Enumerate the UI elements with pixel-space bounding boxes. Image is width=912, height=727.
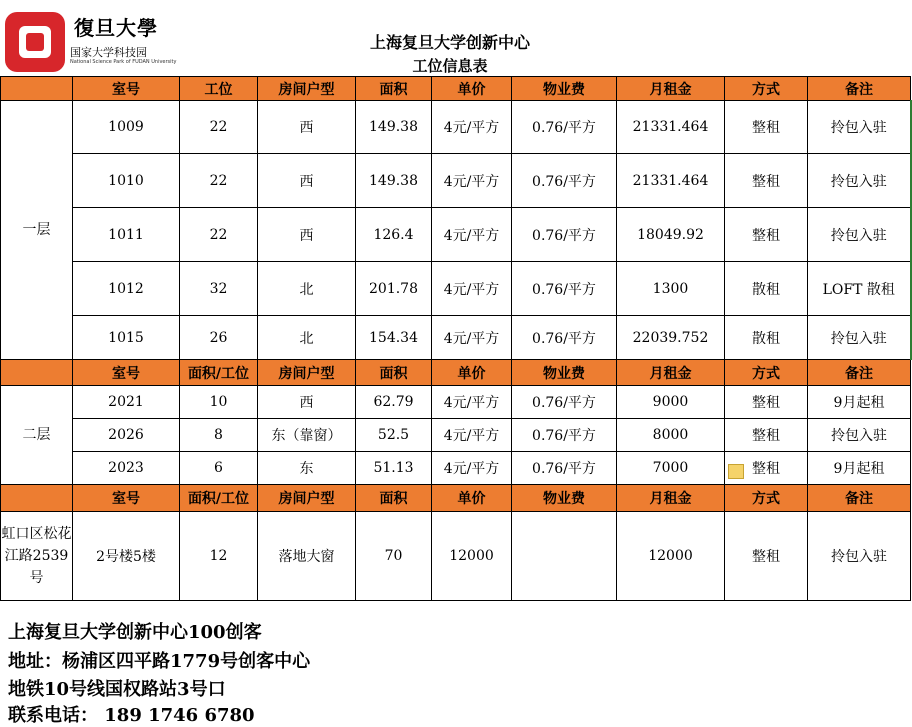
cell-monthly-rent: 1300	[617, 262, 725, 316]
table-row	[1, 262, 911, 316]
header-room: 室号	[73, 360, 180, 386]
location-label: 虹口区松花江路2539号	[1, 512, 73, 601]
table-row	[1, 419, 911, 452]
cell-room-type: 西	[258, 154, 356, 208]
cell-area: 70	[356, 512, 432, 601]
cell-rent-mode: 整租	[725, 512, 808, 601]
cell-room-type: 北	[258, 262, 356, 316]
cell-monthly-rent: 18049.92	[617, 208, 725, 262]
cell-room: 2号楼5楼	[73, 512, 180, 601]
cell-workstations: 22	[180, 208, 258, 262]
cell-remark: 拎包入驻	[808, 101, 911, 154]
header-corner	[1, 77, 73, 101]
page-subtitle: 工位信息表	[412, 57, 488, 75]
cell-workstations: 26	[180, 316, 258, 360]
table-row	[1, 452, 911, 485]
footer-line-address: 地址：杨浦区四平路1779号创客中心	[8, 651, 311, 672]
cell-workstations: 8	[180, 419, 258, 452]
fudan-logo-icon	[5, 12, 65, 72]
cell-unit-price: 4元/平方	[432, 386, 512, 419]
cell-area: 149.38	[356, 154, 432, 208]
footer-line-metro: 地铁10号线国权路站3号口	[8, 679, 226, 700]
logo-english: National Science Park of FUDAN University	[70, 59, 177, 65]
cell-rent-mode: 整租	[725, 101, 808, 154]
table-row	[1, 101, 911, 154]
cell-property-fee: 0.76/平方	[512, 208, 617, 262]
cell-room: 2021	[73, 386, 180, 419]
table-row	[1, 208, 911, 262]
header-area: 面积	[356, 485, 432, 512]
header-row	[1, 77, 911, 101]
cell-property-fee: 0.76/平方	[512, 316, 617, 360]
cell-workstations: 22	[180, 154, 258, 208]
header-area: 面积	[356, 77, 432, 101]
cell-monthly-rent: 7000	[617, 452, 725, 485]
cell-area: 52.5	[356, 419, 432, 452]
cell-area: 51.13	[356, 452, 432, 485]
header-rent-mode: 方式	[725, 485, 808, 512]
cell-remark: 拎包入驻	[808, 512, 911, 601]
cell-room-type: 西	[258, 386, 356, 419]
header-remark: 备注	[808, 77, 911, 101]
table-row	[1, 512, 911, 601]
cell-remark: LOFT 散租	[808, 262, 911, 316]
cell-property-fee: 0.76/平方	[512, 154, 617, 208]
table-row	[1, 386, 911, 419]
cell-rent-mode: 散租	[725, 262, 808, 316]
cell-property-fee: 0.76/平方	[512, 419, 617, 452]
cell-room-type: 落地大窗	[258, 512, 356, 601]
header-room-type: 房间户型	[258, 485, 356, 512]
cell-rent-mode: 整租	[725, 386, 808, 419]
cell-monthly-rent: 21331.464	[617, 101, 725, 154]
header-monthly-rent: 月租金	[617, 485, 725, 512]
footer-line-name: 上海复旦大学创新中心100创客	[8, 622, 262, 643]
cell-workstations: 10	[180, 386, 258, 419]
cell-room: 2026	[73, 419, 180, 452]
cell-area: 201.78	[356, 262, 432, 316]
cell-workstations: 32	[180, 262, 258, 316]
table-row	[1, 154, 911, 208]
header-unit-price: 单价	[432, 77, 512, 101]
cell-area: 126.4	[356, 208, 432, 262]
cell-remark: 9月起租	[808, 386, 911, 419]
header-room: 室号	[73, 77, 180, 101]
header-room-type: 房间户型	[258, 360, 356, 386]
cell-area: 62.79	[356, 386, 432, 419]
workstation-table	[0, 76, 912, 601]
cell-room: 2023	[73, 452, 180, 485]
header-room-type: 房间户型	[258, 77, 356, 101]
header-room: 室号	[73, 485, 180, 512]
comment-icon[interactable]	[728, 464, 744, 479]
cell-room: 1015	[73, 316, 180, 360]
header-unit-price: 单价	[432, 485, 512, 512]
cell-property-fee: 0.76/平方	[512, 101, 617, 154]
cell-unit-price: 12000	[432, 512, 512, 601]
cell-property-fee: 0.76/平方	[512, 386, 617, 419]
header-property-fee: 物业费	[512, 485, 617, 512]
cell-unit-price: 4元/平方	[432, 262, 512, 316]
cell-remark: 拎包入驻	[808, 208, 911, 262]
cell-remark: 拎包入驻	[808, 419, 911, 452]
header-monthly-rent: 月租金	[617, 77, 725, 101]
cell-property-fee	[512, 512, 617, 601]
header-row	[1, 360, 911, 386]
floor-label: 一层	[1, 101, 73, 360]
header-unit-price: 单价	[432, 360, 512, 386]
cell-room: 1010	[73, 154, 180, 208]
cell-monthly-rent: 12000	[617, 512, 725, 601]
cell-property-fee: 0.76/平方	[512, 452, 617, 485]
header-remark: 备注	[808, 485, 911, 512]
header-workstations: 工位	[180, 77, 258, 101]
cell-workstations: 12	[180, 512, 258, 601]
cell-unit-price: 4元/平方	[432, 154, 512, 208]
cell-room-type: 西	[258, 208, 356, 262]
cell-room-type: 东（靠窗）	[258, 419, 356, 452]
cell-rent-mode: 整租	[725, 452, 808, 485]
cell-room: 1011	[73, 208, 180, 262]
cell-room-type: 西	[258, 101, 356, 154]
cell-rent-mode: 整租	[725, 208, 808, 262]
logo-text: 復旦大學	[74, 16, 158, 40]
cell-room-type: 北	[258, 316, 356, 360]
header-corner	[1, 485, 73, 512]
table-row	[1, 316, 911, 360]
cell-unit-price: 4元/平方	[432, 419, 512, 452]
cell-area: 154.34	[356, 316, 432, 360]
cell-room-type: 东	[258, 452, 356, 485]
cell-monthly-rent: 8000	[617, 419, 725, 452]
cell-unit-price: 4元/平方	[432, 208, 512, 262]
header-monthly-rent: 月租金	[617, 360, 725, 386]
header-remark: 备注	[808, 360, 911, 386]
cell-rent-mode: 散租	[725, 316, 808, 360]
cell-unit-price: 4元/平方	[432, 101, 512, 154]
cell-remark: 拎包入驻	[808, 316, 911, 360]
cell-room: 1009	[73, 101, 180, 154]
cell-remark: 9月起租	[808, 452, 911, 485]
header-corner	[1, 360, 73, 386]
page-title: 上海复旦大学创新中心	[369, 33, 530, 52]
footer-line-phone: 联系电话： 189 1746 6780	[8, 705, 255, 726]
header-workstations: 面积/工位	[180, 360, 258, 386]
cell-unit-price: 4元/平方	[432, 452, 512, 485]
cell-workstations: 6	[180, 452, 258, 485]
cell-room: 1012	[73, 262, 180, 316]
cell-area: 149.38	[356, 101, 432, 154]
cell-unit-price: 4元/平方	[432, 316, 512, 360]
header-property-fee: 物业费	[512, 77, 617, 101]
cell-monthly-rent: 22039.752	[617, 316, 725, 360]
cell-property-fee: 0.76/平方	[512, 262, 617, 316]
cell-workstations: 22	[180, 101, 258, 154]
floor-label: 二层	[1, 386, 73, 485]
logo-subtitle: 国家大学科技园	[70, 46, 147, 59]
header-rent-mode: 方式	[725, 360, 808, 386]
header-area: 面积	[356, 360, 432, 386]
header-rent-mode: 方式	[725, 77, 808, 101]
header-row	[1, 485, 911, 512]
cell-remark: 拎包入驻	[808, 154, 911, 208]
cell-monthly-rent: 9000	[617, 386, 725, 419]
cell-rent-mode: 整租	[725, 154, 808, 208]
cell-rent-mode: 整租	[725, 419, 808, 452]
header-property-fee: 物业费	[512, 360, 617, 386]
cell-monthly-rent: 21331.464	[617, 154, 725, 208]
header-workstations: 面积/工位	[180, 485, 258, 512]
